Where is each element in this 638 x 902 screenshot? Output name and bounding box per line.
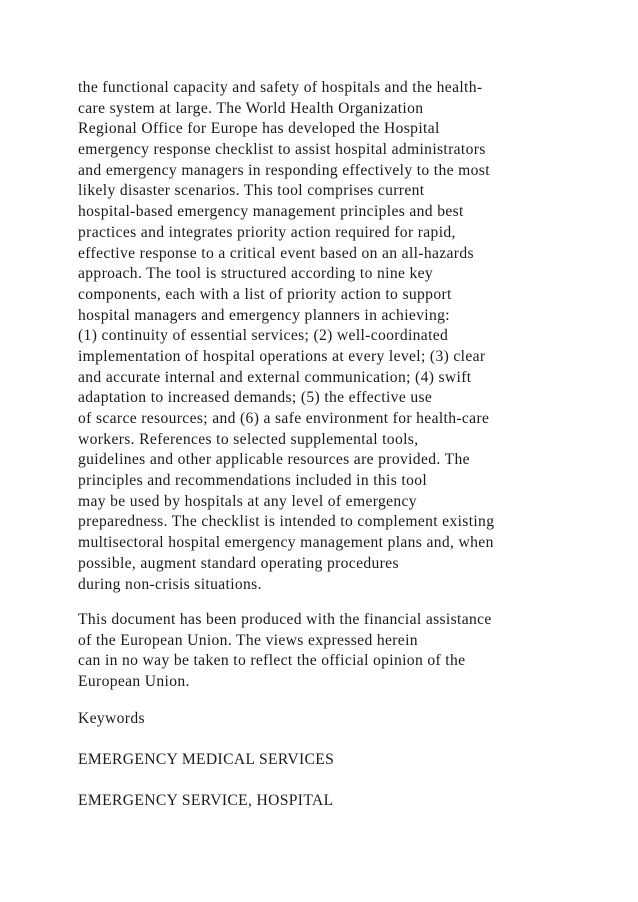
text-line: may be used by hospitals at any level of emergency bbox=[78, 492, 417, 510]
text-line: possible, augment standard operating procedures bbox=[78, 554, 399, 572]
text-line: principles and recommendations included in this tool bbox=[78, 472, 428, 490]
text-line: hospital-based emergency management principles and best bbox=[78, 203, 464, 221]
text-line: during non-crisis situations. bbox=[78, 575, 262, 593]
text-line: Regional Office for Europe has developed the Hospital bbox=[78, 120, 440, 138]
text-line: and accurate internal and external communication; (4) swift bbox=[78, 368, 472, 386]
text-line: of scarce resources; and (6) a safe environment for health-care bbox=[78, 410, 490, 427]
text-line: can in no way be taken to reflect the official opinion of the bbox=[78, 652, 466, 670]
text-line: and emergency managers in responding effectively to the most bbox=[78, 161, 490, 179]
text-line: guidelines and other applicable resources are provided. The bbox=[78, 451, 470, 469]
text-line: likely disaster scenarios. This tool comprises current bbox=[78, 182, 425, 200]
abstract-paragraph bbox=[78, 78, 494, 595]
text-line: hospital managers and emergency planners in achieving: bbox=[78, 306, 450, 324]
text-line: components, each with a list of priority action to support bbox=[78, 285, 452, 303]
text-line: of the European Union. The views expressed herein bbox=[78, 631, 418, 649]
text-line: implementation of hospital operations at every level; (3) clear bbox=[78, 347, 486, 365]
text-line: approach. The tool is structured according to nine key bbox=[78, 265, 434, 283]
text-line: This document has been produced with the financial assistance bbox=[78, 611, 492, 628]
text-line: emergency response checklist to assist hospital administrators bbox=[78, 141, 486, 159]
text-line: preparedness. The checklist is intended to complement existing bbox=[78, 513, 495, 531]
text-line: (1) continuity of essential services; (2) well-coordinated bbox=[78, 327, 449, 345]
text-line: care system at large. The World Health Organization bbox=[78, 99, 424, 117]
text-line: European Union. bbox=[78, 673, 190, 691]
text-line: multisectoral hospital emergency management plans and, when bbox=[78, 534, 494, 552]
keywords-heading: Keywords bbox=[78, 710, 145, 727]
text-line: workers. References to selected supplemental tools, bbox=[78, 430, 419, 448]
text-line: the functional capacity and safety of hospitals and the health- bbox=[78, 79, 483, 96]
keyword-item: EMERGENCY SERVICE, HOSPITAL bbox=[78, 792, 334, 809]
text-line: adaptation to increased demands; (5) the effective use bbox=[78, 389, 433, 407]
text-line: effective response to a critical event based on an all-hazards bbox=[78, 244, 474, 262]
text-line: practices and integrates priority action required for rapid, bbox=[78, 223, 456, 241]
funding-disclaimer-paragraph bbox=[78, 610, 492, 693]
keyword-item: EMERGENCY MEDICAL SERVICES bbox=[78, 751, 335, 768]
